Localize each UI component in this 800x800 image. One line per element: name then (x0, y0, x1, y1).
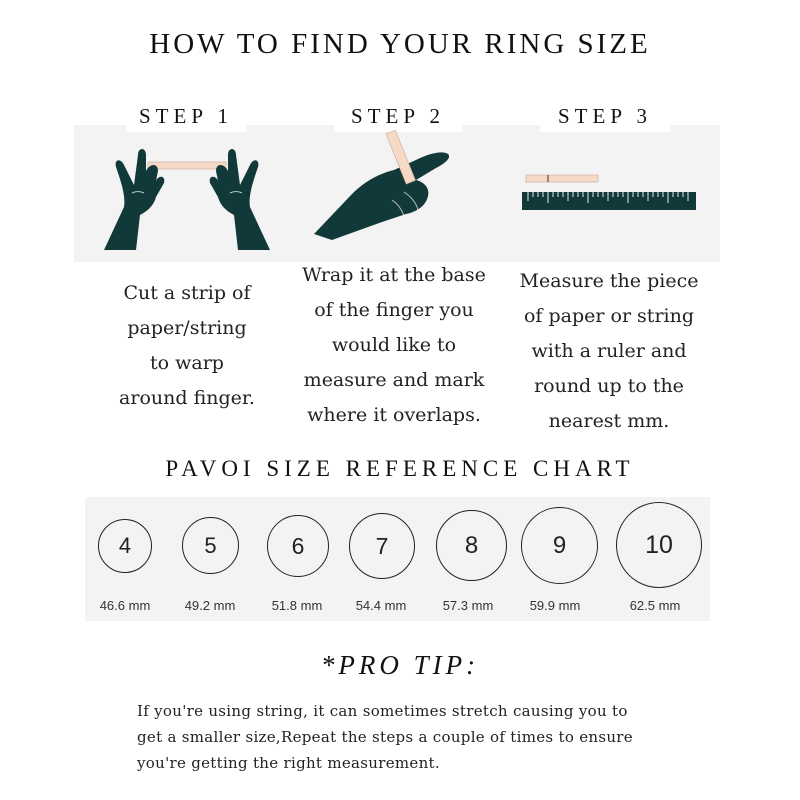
ruler-with-strip-icon (522, 172, 698, 212)
step-2-line: Wrap it at the base (302, 264, 486, 286)
step-3-line: with a ruler and (531, 340, 687, 362)
ring-size-circle: 8 (436, 510, 507, 581)
ring-size-circle: 10 (616, 502, 702, 588)
hand-wrapping-finger-icon (312, 130, 458, 242)
page-title: HOW TO FIND YOUR RING SIZE (149, 28, 651, 60)
size-chart-title: PAVOI SIZE REFERENCE CHART (165, 456, 635, 481)
step-2-label: STEP 2 (334, 100, 462, 132)
step-3-line: of paper or string (523, 305, 695, 327)
pro-tip-title: *PRO TIP: (320, 650, 480, 680)
step-3-label: STEP 3 (540, 100, 670, 132)
step-1-line: around finger. (119, 387, 255, 409)
step-1-line: to warp (150, 352, 224, 374)
step-2-line: of the finger you (314, 299, 474, 321)
ring-size-circle: 9 (521, 507, 598, 584)
ring-size-circle: 5 (182, 517, 239, 574)
step-2-line: where it overlaps. (307, 404, 481, 426)
step-2-text (288, 258, 500, 433)
step-3-line: round up to the (534, 375, 684, 397)
step-3-line: Measure the piece (519, 270, 699, 292)
step-1-line: paper/string (127, 317, 247, 339)
pro-tip-text (137, 698, 737, 776)
pro-tip-line: you're getting the right measurement. (137, 754, 440, 772)
ring-size-mm: 62.5 mm (629, 598, 681, 613)
ring-size-mm: 54.4 mm (355, 598, 407, 613)
ring-size-mm: 49.2 mm (184, 598, 236, 613)
ring-size-circle: 4 (98, 519, 152, 573)
hands-holding-strip-icon (96, 135, 278, 253)
ring-size-mm: 59.9 mm (529, 598, 581, 613)
ring-size-mm: 46.6 mm (99, 598, 151, 613)
step-1-text (102, 276, 272, 416)
ring-size-circle: 6 (267, 515, 329, 577)
step-2-line: would like to (331, 334, 457, 356)
ring-size-circle: 7 (349, 513, 415, 579)
ring-size-mm: 57.3 mm (442, 598, 494, 613)
step-2-line: measure and mark (303, 369, 485, 391)
step-3-line: nearest mm. (548, 410, 670, 432)
step-3-text (504, 264, 714, 439)
pro-tip-line: get a smaller size,Repeat the steps a couple of times to ensure (137, 728, 633, 746)
ring-size-mm: 51.8 mm (271, 598, 323, 613)
pro-tip-line: If you're using string, it can sometimes stretch causing you to (137, 702, 628, 720)
step-1-label: STEP 1 (126, 100, 246, 132)
step-1-line: Cut a strip of (123, 282, 251, 304)
